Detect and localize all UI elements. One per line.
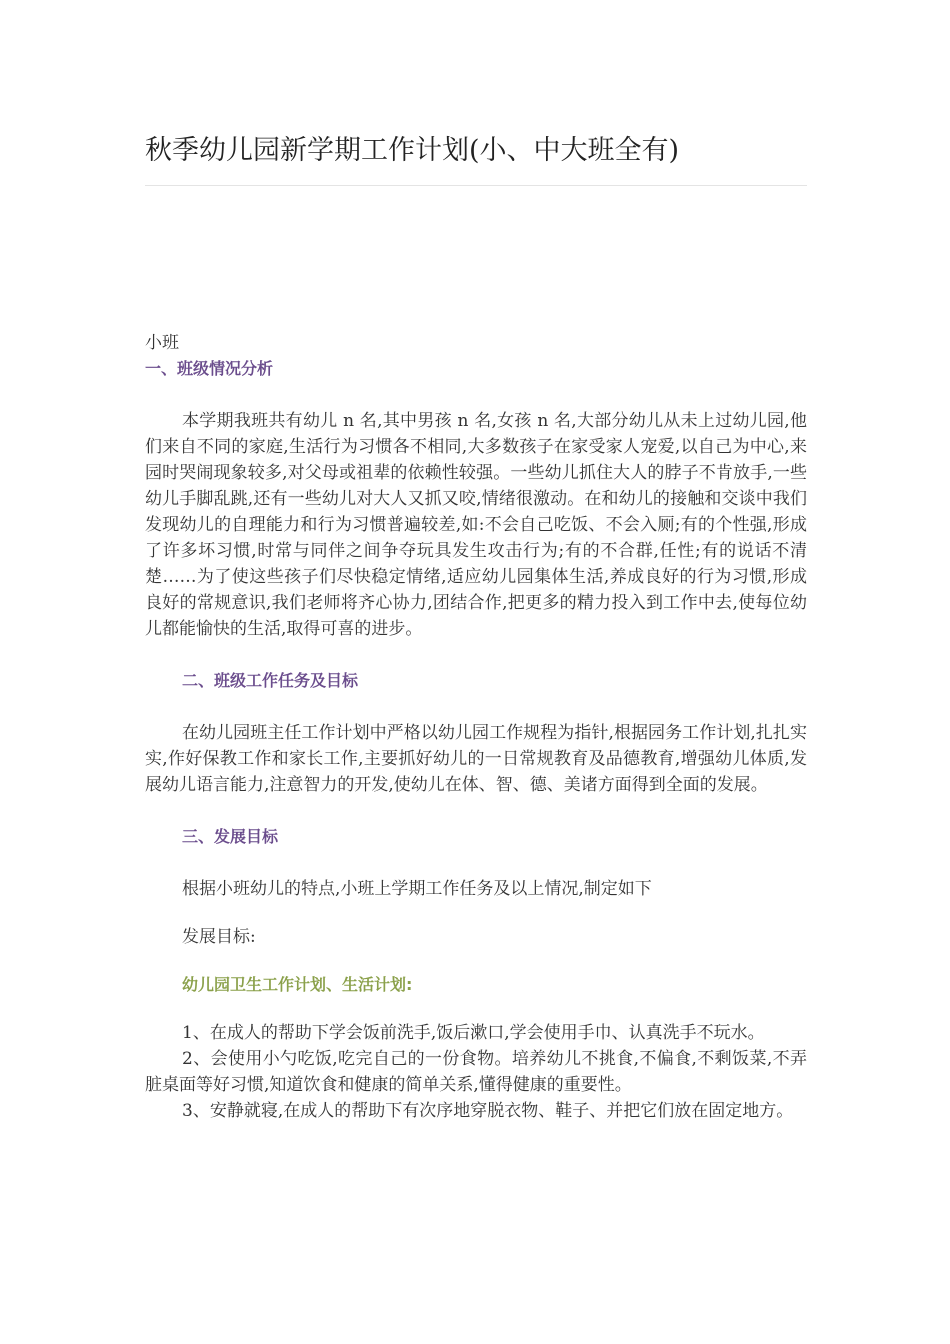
spacer (145, 850, 807, 876)
spacer (145, 642, 807, 668)
spacer (145, 382, 807, 408)
paragraph-tasks-goals: 在幼儿园班主任工作计划中严格以幼儿园工作规程为指针,根据园务工作计划,扎扎实实,作好保教工作和家长工作,主要抓好幼儿的一日常规教育及品德教育,增强幼儿体质,发展幼儿语言能力,注意智力的开发,使幼儿在体、智、德、美诸方面得到全面的发展。 (145, 723, 807, 795)
sub-heading-hygiene-plan: 幼儿园卫生工作计划、生活计划: (182, 975, 413, 994)
spacer (145, 950, 807, 972)
paragraph-goals-label: 发展目标: (182, 927, 256, 947)
document-body (145, 330, 807, 1124)
list-item-hygiene: 1、在成人的帮助下学会饭前洗手,饭后漱口,学会使用手巾、认真洗手不玩水。 (182, 1023, 765, 1043)
paragraph-development-intro: 根据小班幼儿的特点,小班上学期工作任务及以上情况,制定如下 (182, 879, 652, 899)
spacer (145, 694, 807, 720)
paragraph-class-analysis: 本学期我班共有幼儿 n 名,其中男孩 n 名,女孩 n 名,大部分幼儿从未上过幼儿园,他们来自不同的家庭,生活行为习惯各不相同,大多数孩子在家受家人宠爱,以自己为中心,来园时哭闹现象较多,对父母或祖辈的依赖性较强。一些幼儿抓住大人的脖子不肯放手,一些幼儿手脚乱跳,还有一些幼儿对大人又抓又咬,情绪很激动。在和幼儿的接触和交谈中我们发现幼儿的自理能力和行为习惯普遍较差,如:不会自己吃饭、不会入厕;有的个性强,形成了许多坏习惯,时常与同伴之间争夺玩具发生攻击行为;有的不合群,任性;有的说话不清楚……为了使这些孩子们尽快稳定情绪,适应幼儿园集体生活,养成良好的行为习惯,形成良好的常规意识,我们老师将齐心协力,团结合作,把更多的精力投入到工作中去,使每位幼儿都能愉快的生活,取得可喜的进步。 (145, 411, 807, 639)
document-title: 秋季幼儿园新学期工作计划(小、中大班全有) (145, 135, 680, 166)
title-divider (145, 185, 807, 186)
list-item-hygiene: 2、会使用小勺吃饭,吃完自己的一份食物。培养幼儿不挑食,不偏食,不剩饭菜,不弄脏桌面等好习惯,知道饮食和健康的简单关系,懂得健康的重要性。 (145, 1049, 807, 1095)
spacer (145, 798, 807, 824)
section-heading-class-analysis: 一、班级情况分析 (145, 359, 274, 378)
class-label: 小班 (145, 333, 179, 353)
section-heading-tasks-goals: 二、班级工作任务及目标 (182, 671, 359, 690)
spacer (145, 998, 807, 1020)
list-item-hygiene: 3、安静就寝,在成人的帮助下有次序地穿脱衣物、鞋子、并把它们放在固定地方。 (182, 1101, 794, 1121)
section-heading-development-goals: 三、发展目标 (182, 827, 279, 846)
spacer (145, 902, 807, 924)
